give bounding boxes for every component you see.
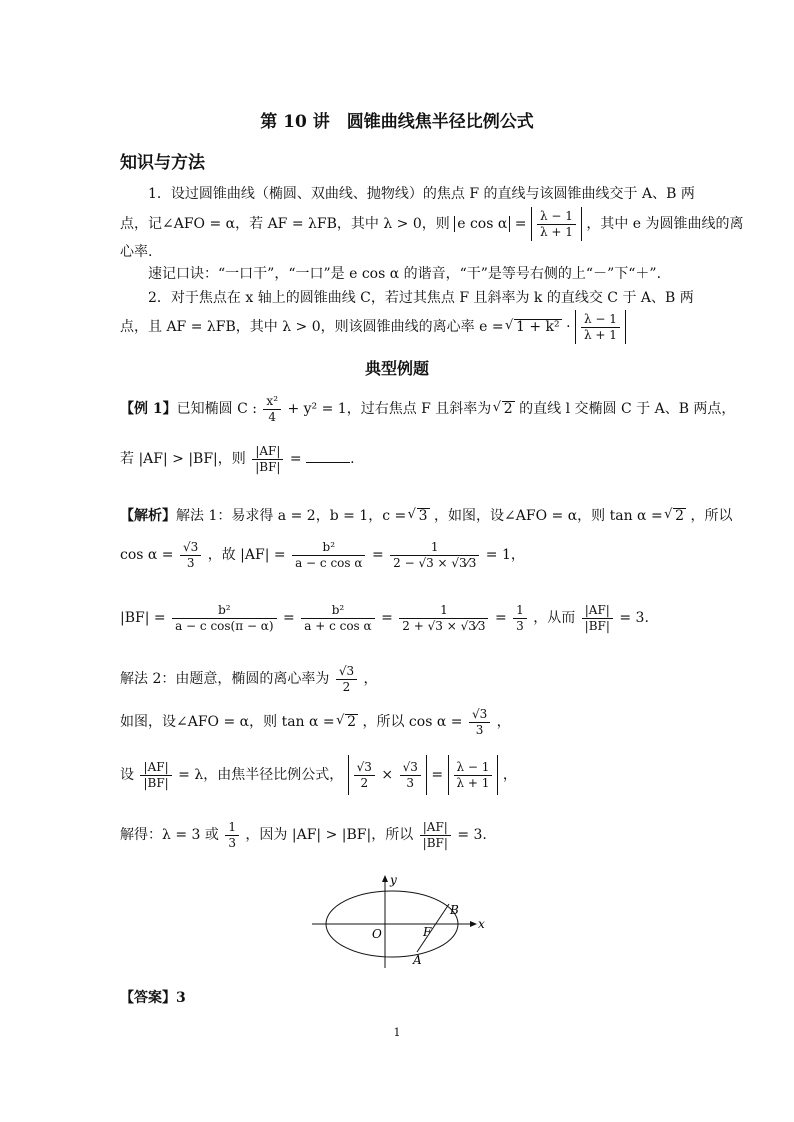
fraction-denominator: |BF| xyxy=(584,618,610,633)
knowledge-p1-lhs: e cos α xyxy=(454,216,510,232)
fraction-numerator: λ − 1 xyxy=(537,209,576,225)
knowledge-p2-ratio xyxy=(575,310,626,344)
fraction-numerator: √3 xyxy=(354,760,375,776)
solution-text: ，如图，设∠AFO = α，则 tan α = xyxy=(434,508,663,524)
solution-text: 解得：λ = 3 或 xyxy=(120,827,219,843)
solution-text: = 3. xyxy=(619,610,649,626)
fraction-numerator: |AF| xyxy=(582,603,613,619)
solution-text: = 1， xyxy=(485,547,525,563)
fraction-numerator: √3 xyxy=(336,664,357,680)
solution-method2-line-3 xyxy=(120,755,680,795)
knowledge-p1-text-a: 点，记∠AFO = α，若 AF = λFB，其中 λ > 0，则 xyxy=(120,216,450,232)
fraction-numerator: √3 xyxy=(180,540,201,556)
answer: 【答案】3 xyxy=(120,990,186,1006)
fraction xyxy=(399,603,488,634)
fraction-numerator: b² xyxy=(172,603,277,619)
knowledge-p1-line3: 心率. xyxy=(120,244,153,260)
times: × xyxy=(381,767,394,783)
solution-text: |BF| = xyxy=(120,610,166,626)
example-ellipse-fraction xyxy=(263,394,281,425)
equals: = xyxy=(494,610,507,626)
fraction xyxy=(140,760,171,791)
fraction xyxy=(390,540,479,571)
example-label: 【例 1】 xyxy=(120,401,177,417)
solution-line-3 xyxy=(120,598,680,638)
fraction-denominator: 4 xyxy=(268,409,277,424)
fraction-numerator: 1 xyxy=(513,603,527,619)
equals: = xyxy=(431,767,444,783)
solution-text: 设 xyxy=(120,767,134,783)
solution-text: ，所以 xyxy=(690,508,733,524)
section-heading-knowledge: 知识与方法 xyxy=(120,153,205,173)
label-y: y xyxy=(390,873,397,887)
fraction xyxy=(454,760,493,791)
knowledge-p2-dot: · xyxy=(566,319,571,335)
fraction-numerator: 1 xyxy=(399,603,488,619)
fraction-denominator: |BF| xyxy=(422,835,448,850)
solution-text: ，所以 cos α = xyxy=(362,714,463,730)
example-1-question xyxy=(120,442,680,476)
fraction xyxy=(336,664,357,695)
fraction xyxy=(180,540,201,571)
equals: = xyxy=(371,547,384,563)
knowledge-p2-text: 点，且 AF = λFB，其中 λ > 0，则该圆锥曲线的离心率 e = xyxy=(120,319,504,335)
fraction-numerator: 1 xyxy=(225,820,239,836)
question-text: 若 |AF| > |BF|，则 xyxy=(120,451,246,467)
solution-line-1 xyxy=(120,505,733,527)
label-point-b: B xyxy=(450,903,459,917)
solution-text: ，从而 xyxy=(533,610,576,626)
knowledge-mnemonic: 速记口诀：“一口干”，“一口”是 e cos α 的谐音，“干”是等号右侧的上“－”下“＋”. xyxy=(148,266,662,282)
abs-product xyxy=(348,755,427,795)
fraction xyxy=(420,820,451,851)
solution-text: ， xyxy=(496,714,511,730)
fraction-denominator: a − c cos(π − α) xyxy=(175,618,274,633)
knowledge-p1-fraction xyxy=(537,209,576,240)
knowledge-p1-ratio xyxy=(531,207,582,241)
fraction xyxy=(582,603,613,634)
fraction-numerator: |AF| xyxy=(252,444,283,460)
label-origin: O xyxy=(372,927,382,941)
solution-text: ，故 |AF| = xyxy=(207,547,286,563)
fraction-numerator: b² xyxy=(301,603,374,619)
equals: = xyxy=(381,610,393,626)
fraction-numerator: |AF| xyxy=(420,820,451,836)
sqrt-3: √ 3 xyxy=(417,508,430,524)
fraction xyxy=(469,707,490,738)
fraction-denominator: 3 xyxy=(186,555,195,570)
solution-text: 如图，设∠AFO = α，则 tan α = xyxy=(120,714,335,730)
fraction-denominator: a + c cos α xyxy=(304,618,372,633)
fraction-numerator: 1 xyxy=(390,540,479,556)
example-sqrt2: √ 2 xyxy=(502,401,515,417)
solution-method2-line-1 xyxy=(120,662,680,696)
fraction xyxy=(292,540,365,571)
fraction-denominator: λ + 1 xyxy=(584,327,617,342)
ellipse-figure xyxy=(310,872,490,972)
fraction-denominator: 2 − √3 × √3⁄3 xyxy=(393,555,477,570)
solution-label: 【解析】 xyxy=(120,508,176,524)
solution-text: ， xyxy=(363,671,378,687)
fraction-numerator: |AF| xyxy=(140,760,171,776)
sqrt-2: √ 2 xyxy=(345,714,358,730)
fraction xyxy=(513,603,527,634)
y-axis-arrow-icon xyxy=(382,875,388,882)
label-focus: F xyxy=(423,925,432,939)
equals: = xyxy=(283,610,295,626)
page-number: 1 xyxy=(393,1026,401,1039)
section-heading-examples: 典型例题 xyxy=(364,359,429,378)
page-title: 第 10 讲 圆锥曲线焦半径比例公式 xyxy=(260,112,534,132)
fraction-denominator: 2 xyxy=(360,775,369,790)
example-1-statement xyxy=(120,392,736,426)
example-text-a: 已知椭圆 C : xyxy=(176,401,257,417)
solution-text: ，因为 |AF| > |BF|，所以 xyxy=(245,827,414,843)
solution-text: 解法 1：易求得 a = 2，b = 1，c = xyxy=(176,508,407,524)
fraction xyxy=(172,603,277,634)
question-equals: = xyxy=(289,451,302,467)
fraction-numerator: x² xyxy=(263,394,281,410)
fraction-denominator: |BF| xyxy=(143,775,169,790)
fraction-denominator: λ + 1 xyxy=(456,775,490,790)
knowledge-p1-text-b: ，其中 e 为圆锥曲线的离 xyxy=(586,216,744,232)
knowledge-p1-line1: 1．设过圆锥曲线（椭圆、双曲线、抛物线）的焦点 F 的直线与该圆锥曲线交于 A、B 两 xyxy=(148,186,695,202)
fraction xyxy=(354,760,375,791)
solution-text: ， xyxy=(502,767,517,783)
example-text-c: 的直线 l 交椭圆 C 于 A、B 两点， xyxy=(519,401,736,417)
fraction-denominator: λ + 1 xyxy=(539,224,573,239)
solution-text: cos α = xyxy=(120,547,174,563)
knowledge-p1-line2: 点，记∠AFO = α，若 AF = λFB，其中 λ > 0，则 e cos α = $\frac{\lambda - 1}{\lambda + 1}$ ，其中 e 为圆锥曲线的离 xyxy=(120,207,680,241)
question-end: . xyxy=(350,451,355,467)
x-axis-arrow-icon xyxy=(470,921,477,927)
fraction-denominator: 3 xyxy=(516,618,524,633)
fraction xyxy=(400,760,421,791)
knowledge-p2-fraction xyxy=(581,312,620,343)
fraction-denominator: a − c cos α xyxy=(295,555,363,570)
fraction-denominator: 3 xyxy=(228,835,236,850)
fraction-denominator: 3 xyxy=(406,775,415,790)
example-text-b: + y² = 1，过右焦点 F 且斜率为 xyxy=(287,401,492,417)
solution-text: = λ，由焦半径比例公式， xyxy=(178,767,344,783)
fraction xyxy=(301,603,374,634)
question-ratio xyxy=(252,444,283,475)
knowledge-p2-line1: 2．对于焦点在 x 轴上的圆锥曲线 C，若过其焦点 F 且斜率为 k 的直线交 C 于 A、B 两 xyxy=(148,290,694,306)
label-point-a: A xyxy=(413,953,422,967)
fraction-numerator: b² xyxy=(292,540,365,556)
solution-text: 解法 2：由题意，椭圆的离心率为 xyxy=(120,671,330,687)
answer-blank xyxy=(306,448,350,463)
label-x: x xyxy=(478,917,485,931)
fraction-numerator: √3 xyxy=(400,760,421,776)
knowledge-p2-line2 xyxy=(120,310,680,344)
solution-method2-line-2 xyxy=(120,705,680,739)
fraction xyxy=(225,820,239,851)
fraction-numerator: √3 xyxy=(469,707,490,723)
fraction-denominator: 2 xyxy=(342,679,351,694)
solution-text: = 3. xyxy=(457,827,487,843)
sqrt-2: √ 2 xyxy=(673,508,686,524)
solution-line-2 xyxy=(120,535,680,575)
fraction-numerator: λ − 1 xyxy=(454,760,493,776)
fraction-numerator: λ − 1 xyxy=(581,312,620,328)
abs-ratio xyxy=(448,755,499,795)
fraction-denominator: 3 xyxy=(475,722,484,737)
knowledge-p2-sqrt: √ 1 + k² xyxy=(514,319,562,335)
solution-method2-line-4 xyxy=(120,815,680,855)
fraction-denominator: 2 + √3 × √3⁄3 xyxy=(402,618,486,633)
fraction-denominator: |BF| xyxy=(255,459,281,474)
